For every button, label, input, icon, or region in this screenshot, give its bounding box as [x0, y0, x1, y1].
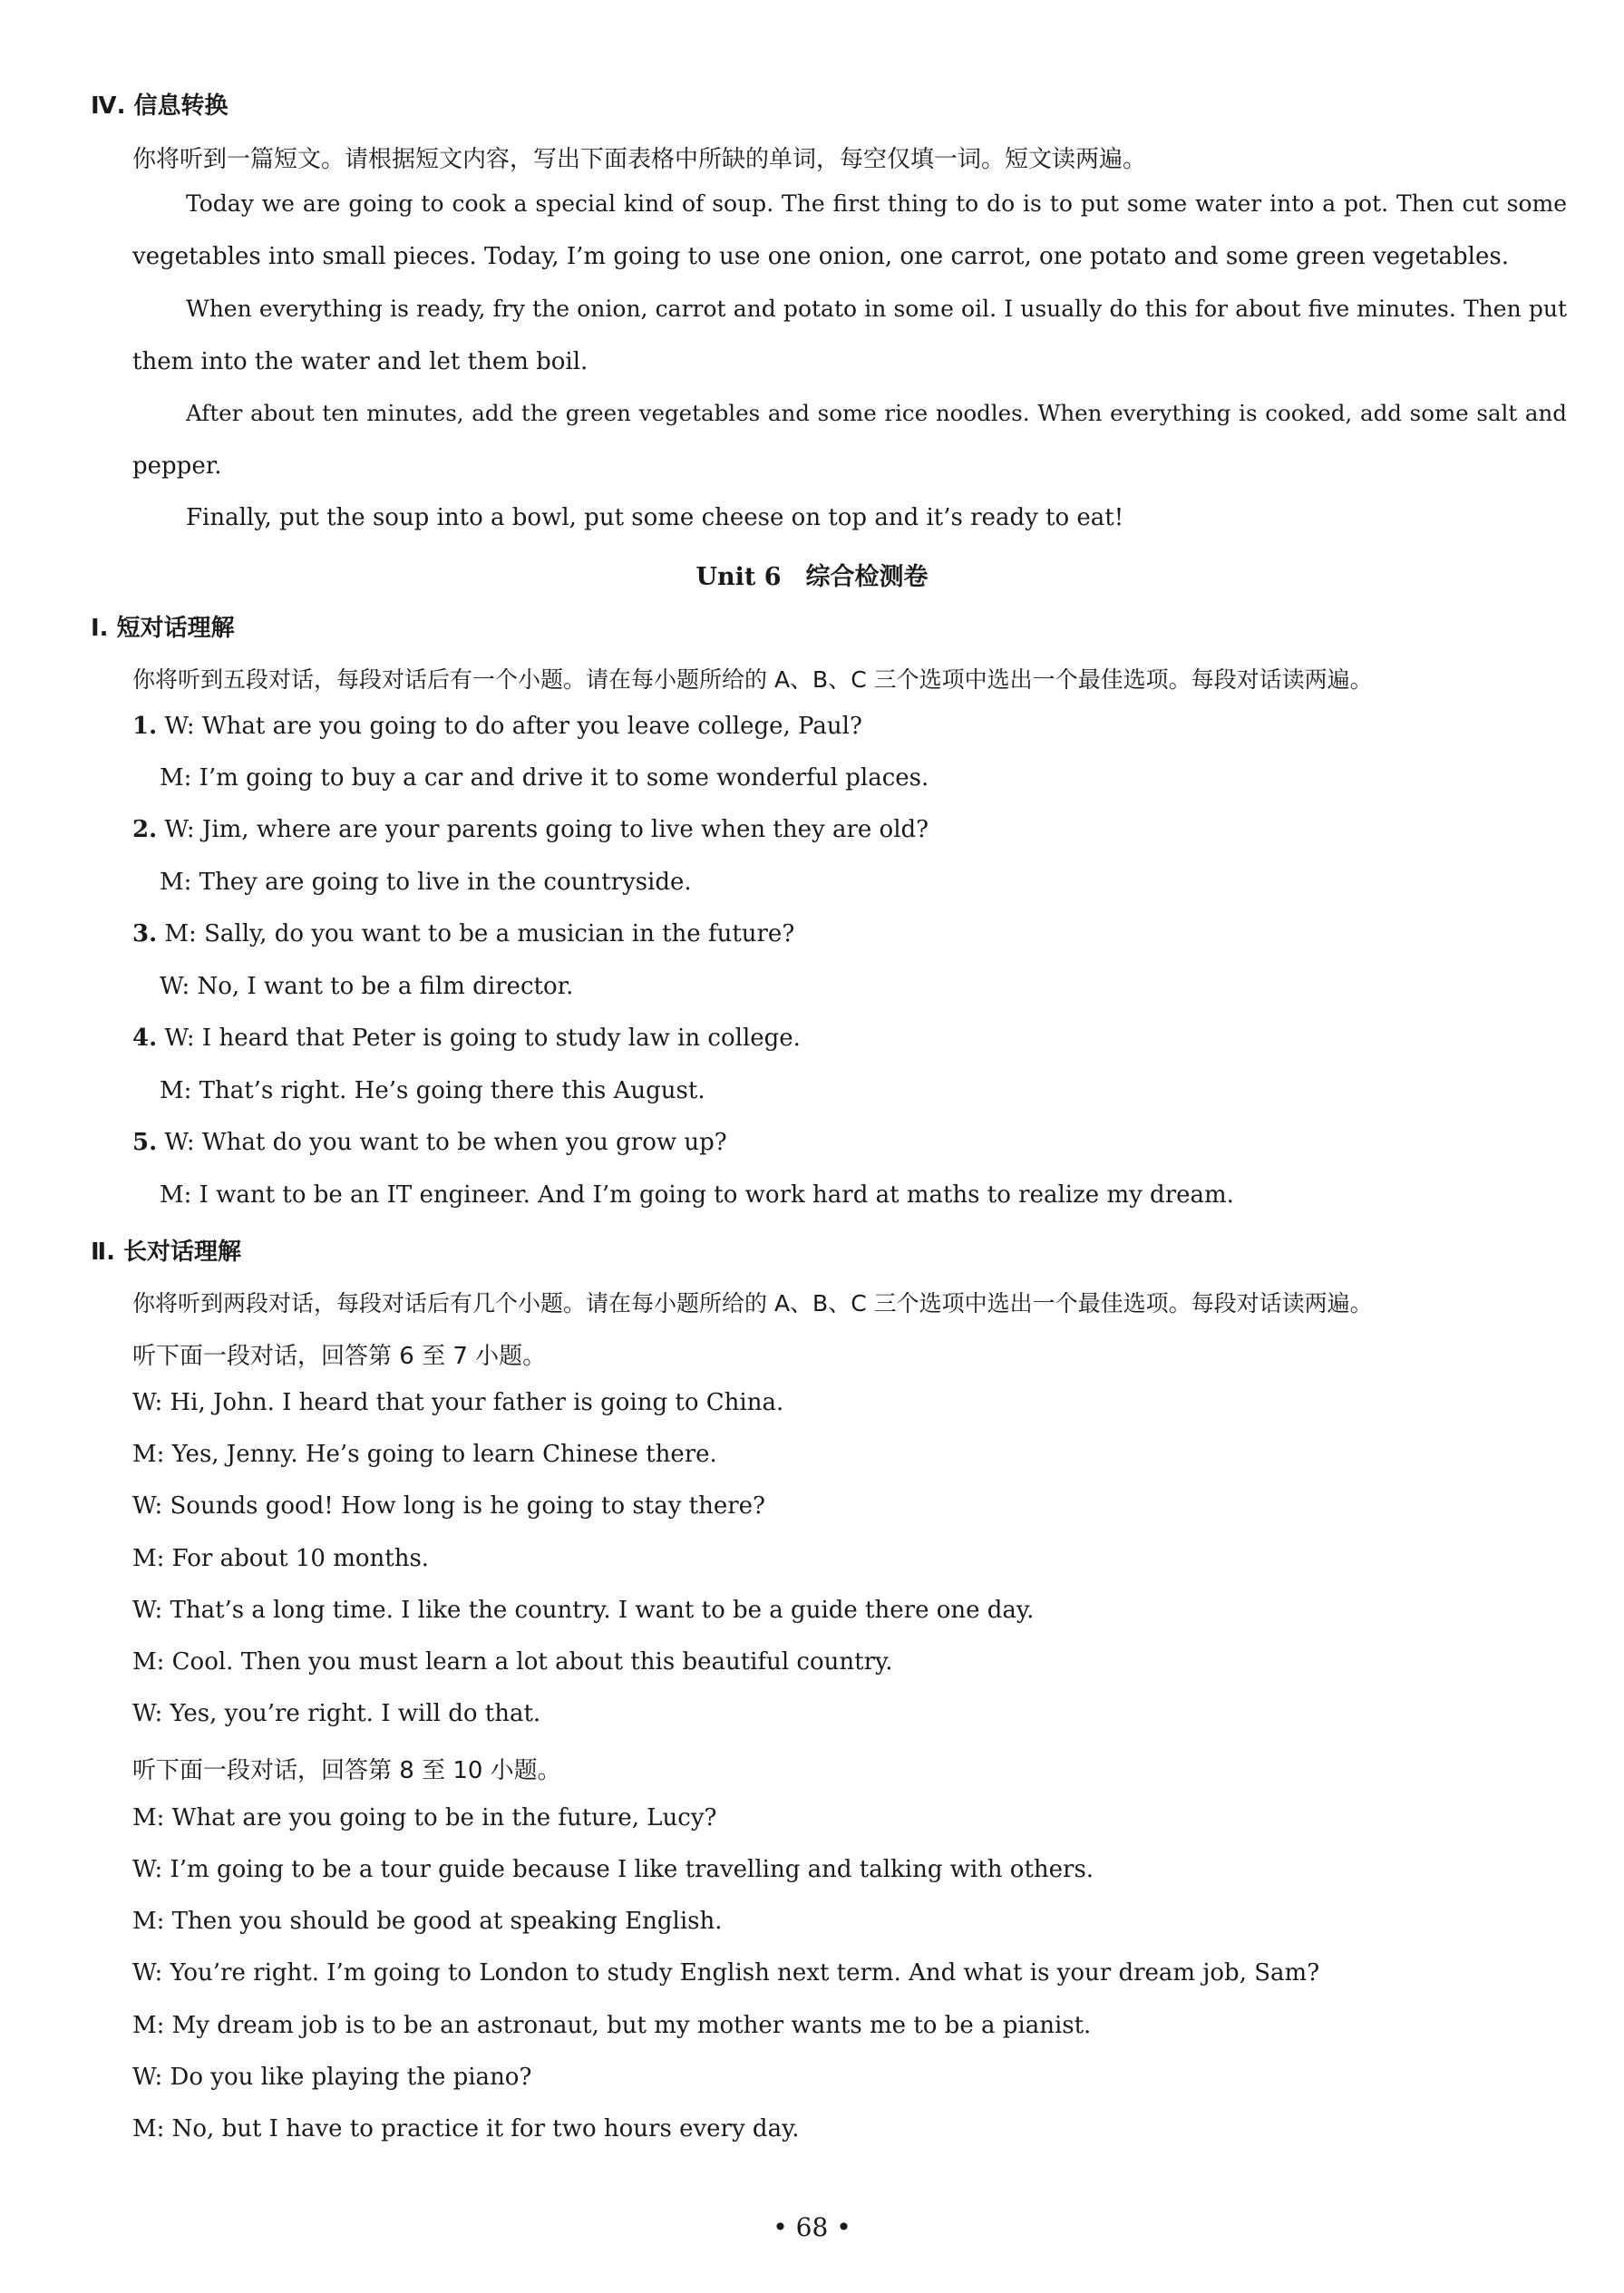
passage-p4: Finally, put the soup into a bowl, put some cheese on top and it’s ready to eat!: [186, 504, 1124, 531]
passage-p1-line1: Today we are going to cook a special kind of soup. The first thing to do is to put some water into a pot. Then cut some: [186, 190, 1567, 217]
item-question: W: Jim, where are your parents going to live when they are old?: [164, 816, 929, 843]
dialogue-intro: 听下面一段对话，回答第 6 至 7 小题。: [132, 1343, 547, 1370]
dialogue-item: [132, 816, 929, 843]
item-answer: M: I’m going to buy a car and drive it to some wonderful places.: [160, 764, 929, 792]
page-number: • 68 •: [773, 2212, 851, 2242]
passage-p3-line2: pepper.: [132, 452, 222, 480]
passage-p3-line1: After about ten minutes, add the green vegetables and some rice noodles. When everything is cooked, add some salt and: [186, 400, 1567, 426]
item-answer: M: That’s right. He’s going there this August.: [160, 1077, 705, 1104]
passage-p2-line2: them into the water and let them boil.: [132, 348, 588, 375]
dialogue-line: W: That’s a long time. I like the country. I want to be a guide there one day.: [132, 1597, 1035, 1624]
dialogue-line: M: For about 10 months.: [132, 1545, 430, 1572]
item-number: 5.: [132, 1129, 158, 1156]
section-2-heading: Ⅱ. 长对话理解: [91, 1239, 242, 1266]
dialogue-line: M: Then you should be good at speaking English.: [132, 1908, 723, 1935]
item-question: M: Sally, do you want to be a musician in the future?: [164, 920, 795, 947]
item-question: W: What do you want to be when you grow up?: [164, 1129, 727, 1156]
item-answer: W: No, I want to be a film director.: [160, 973, 574, 1000]
dialogue-line: M: My dream job is to be an astronaut, but my mother wants me to be a pianist.: [132, 2012, 1092, 2039]
dialogue-line: W: Do you like playing the piano?: [132, 2064, 532, 2091]
dialogue-line: W: Hi, John. I heard that your father is going to China.: [132, 1389, 784, 1416]
dialogue-item: [132, 713, 862, 740]
dialogue-item: [132, 1025, 801, 1052]
dialogue-line: W: You’re right. I’m going to London to study English next term. And what is your dream job, Sam?: [132, 1959, 1320, 1987]
section-2-instruction: 你将听到两段对话，每段对话后有几个小题。请在每小题所给的 A、B、C 三个选项中选出一个最佳选项。每段对话读两遍。: [132, 1290, 1373, 1317]
item-number: 1.: [132, 713, 158, 740]
unit-title: Unit 6 综合检测卷: [695, 563, 929, 591]
dialogue-line: M: What are you going to be in the future, Lucy?: [132, 1804, 717, 1831]
item-number: 3.: [132, 920, 158, 947]
section-1-instruction: 你将听到五段对话，每段对话后有一个小题。请在每小题所给的 A、B、C 三个选项中选出一个最佳选项。每段对话读两遍。: [132, 666, 1373, 693]
item-answer: M: They are going to live in the countryside.: [160, 869, 692, 896]
dialogue-line: M: Cool. Then you must learn a lot about this beautiful country.: [132, 1648, 893, 1676]
dialogue-intro: 听下面一段对话，回答第 8 至 10 小题。: [132, 1757, 561, 1784]
dialogue-item: [132, 920, 794, 947]
passage-p2-line1: When everything is ready, fry the onion, carrot and potato in some oil. I usually do this for about five minutes. Then put: [186, 296, 1567, 322]
section-1-heading: Ⅰ. 短对话理解: [91, 615, 235, 642]
item-number: 2.: [132, 816, 158, 843]
section-4-instruction: 你将听到一篇短文。请根据短文内容，写出下面表格中所缺的单词，每空仅填一词。短文读两遍。: [132, 146, 1147, 173]
item-answer: M: I want to be an IT engineer. And I’m going to work hard at maths to realize my dream.: [160, 1181, 1234, 1209]
dialogue-line: W: Yes, you’re right. I will do that.: [132, 1700, 541, 1727]
dialogue-line: M: No, but I have to practice it for two hours every day.: [132, 2115, 800, 2142]
item-number: 4.: [132, 1025, 158, 1052]
item-question: W: What are you going to do after you leave college, Paul?: [164, 713, 862, 740]
dialogue-line: W: Sounds good! How long is he going to stay there?: [132, 1492, 766, 1520]
passage-p1-line2: vegetables into small pieces. Today, I’m going to use one onion, one carrot, one potato and some green vegetables.: [132, 243, 1509, 270]
section-4-heading: Ⅳ. 信息转换: [91, 92, 229, 120]
dialogue-item: [132, 1129, 727, 1156]
dialogue-line: M: Yes, Jenny. He’s going to learn Chinese there.: [132, 1441, 717, 1468]
dialogue-line: W: I’m going to be a tour guide because I like travelling and talking with others.: [132, 1856, 1094, 1883]
item-question: W: I heard that Peter is going to study law in college.: [164, 1025, 801, 1052]
